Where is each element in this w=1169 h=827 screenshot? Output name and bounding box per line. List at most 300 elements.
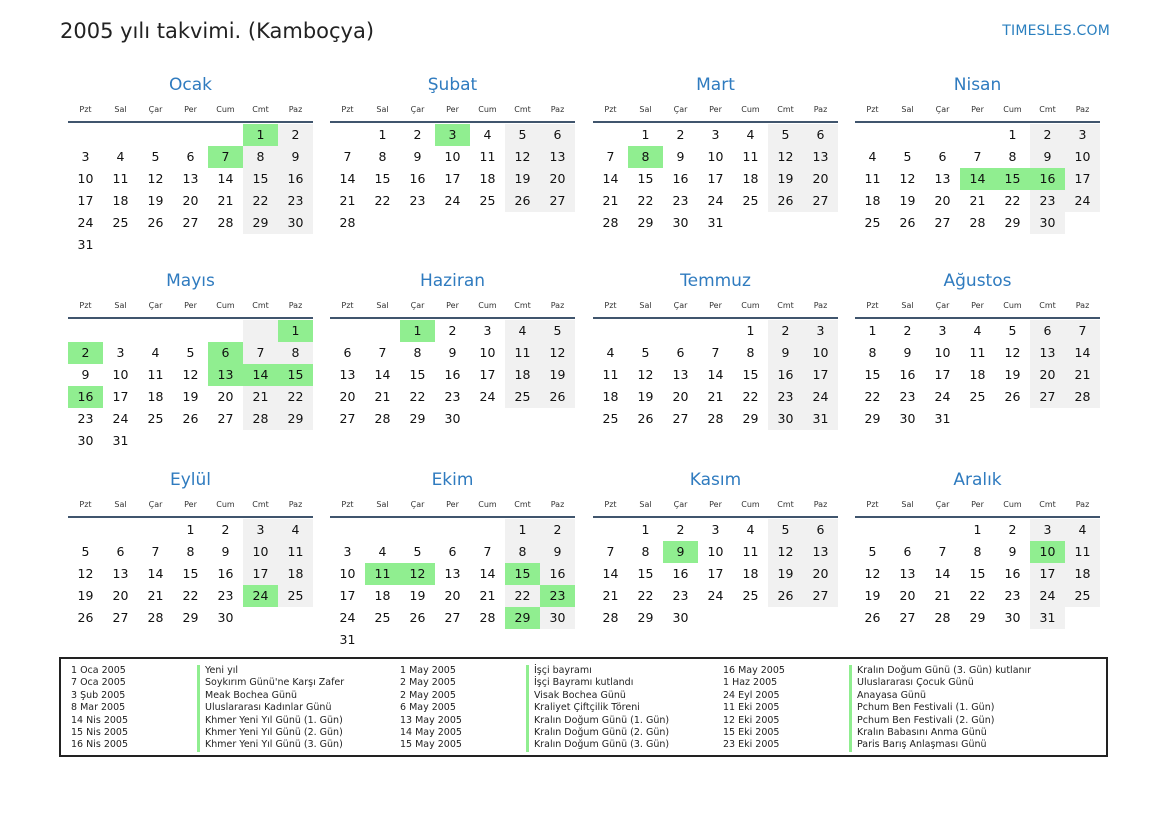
day-cell: 22 — [278, 386, 313, 408]
weekday-label: Paz — [288, 105, 303, 114]
day-cell: 2 — [768, 320, 803, 342]
day-cell: 29 — [409, 411, 426, 426]
day-cell: 13 — [182, 171, 199, 186]
empty-cell — [960, 124, 995, 146]
day-cell: 13 — [1030, 342, 1065, 364]
day-cell: 28 — [969, 215, 986, 230]
day-cell: 1 — [746, 323, 755, 338]
weekday-label: Per — [446, 301, 459, 310]
day-cell: 20 — [217, 389, 234, 404]
day-cell: 30 — [672, 610, 689, 625]
day-cell: 31 — [934, 411, 951, 426]
day-cell: 12 — [505, 146, 540, 168]
holiday-date: 8 Mar 2005 — [71, 702, 126, 714]
day-cell: 17 — [444, 171, 461, 186]
day-cell: 16 — [217, 566, 234, 581]
holiday-name: Khmer Yeni Yıl Günü (2. Gün) — [197, 727, 343, 739]
holiday-day-cell: 12 — [400, 563, 435, 585]
weekday-label: Çar — [935, 301, 950, 310]
day-cell: 29 — [243, 212, 278, 234]
day-cell: 1 — [186, 522, 195, 537]
month-block — [855, 70, 1100, 234]
weekday-header — [330, 100, 575, 123]
day-cell: 19 — [182, 389, 199, 404]
month-block — [593, 465, 838, 629]
day-cell: 25 — [374, 610, 391, 625]
empty-cell — [593, 124, 628, 146]
day-cell: 17 — [934, 367, 951, 382]
legend-row — [723, 665, 1031, 677]
holiday-day-cell: 13 — [208, 364, 243, 386]
day-cell: 18 — [479, 171, 496, 186]
holiday-name: Pchum Ben Festivali (2. Gün) — [849, 715, 994, 727]
empty-cell — [68, 124, 103, 146]
site-link[interactable]: TIMESLES.COM — [1002, 23, 1110, 39]
day-cell: 15 — [243, 168, 278, 190]
day-cell: 30 — [1030, 212, 1065, 234]
day-cell: 26 — [637, 411, 654, 426]
day-cell: 26 — [540, 386, 575, 408]
day-cell: 15 — [409, 367, 426, 382]
day-cell: 31 — [112, 433, 129, 448]
holiday-name: Kralın Babasını Anma Günü — [849, 727, 987, 739]
day-cell: 7 — [151, 544, 160, 559]
day-cell: 10 — [77, 171, 94, 186]
month-block — [68, 266, 313, 452]
holiday-date: 13 May 2005 — [400, 714, 462, 726]
holiday-date: 12 Eki 2005 — [723, 714, 780, 726]
weekday-label: Pzt — [866, 105, 879, 114]
day-cell: 11 — [1065, 541, 1100, 563]
holiday-name: Pchum Ben Festivali (1. Gün) — [849, 702, 994, 714]
holiday-date: 3 Şub 2005 — [71, 689, 126, 701]
day-cell: 20 — [182, 193, 199, 208]
day-cell: 18 — [505, 364, 540, 386]
holiday-date: 24 Eyl 2005 — [723, 689, 780, 701]
holiday-day-cell: 23 — [540, 585, 575, 607]
weekday-label: Çar — [148, 105, 163, 114]
holiday-date: 14 May 2005 — [400, 726, 462, 738]
day-cell: 17 — [339, 588, 356, 603]
empty-cell — [890, 519, 925, 541]
weekday-header — [330, 296, 575, 319]
day-cell: 13 — [934, 171, 951, 186]
day-cell: 7 — [343, 149, 352, 164]
weekday-header — [855, 495, 1100, 518]
empty-cell — [103, 519, 138, 541]
day-cell: 21 — [479, 588, 496, 603]
weekday-label: Paz — [1075, 500, 1090, 509]
day-cell: 18 — [112, 193, 129, 208]
day-cell: 27 — [339, 411, 356, 426]
day-cell: 26 — [409, 610, 426, 625]
day-cell: 8 — [641, 544, 650, 559]
weekday-label: Cum — [478, 301, 497, 310]
day-cell: 6 — [903, 544, 912, 559]
day-cell: 2 — [413, 127, 422, 142]
day-cell: 13 — [444, 566, 461, 581]
day-cell: 25 — [969, 389, 986, 404]
day-cell: 21 — [1065, 364, 1100, 386]
day-cell: 9 — [768, 342, 803, 364]
empty-cell — [593, 320, 628, 342]
day-cell: 9 — [221, 544, 230, 559]
day-cell: 5 — [768, 519, 803, 541]
weekday-label: Cmt — [777, 105, 794, 114]
day-cell: 5 — [868, 544, 877, 559]
day-cell: 24 — [803, 386, 838, 408]
weekday-label: Per — [446, 500, 459, 509]
day-cell: 5 — [505, 124, 540, 146]
weekday-label: Çar — [935, 105, 950, 114]
day-cell: 30 — [217, 610, 234, 625]
day-cell: 20 — [1030, 364, 1065, 386]
day-cell: 6 — [116, 544, 125, 559]
day-cell: 17 — [1030, 563, 1065, 585]
day-cell: 14 — [1065, 342, 1100, 364]
day-cell: 3 — [711, 522, 720, 537]
day-cell: 7 — [711, 345, 720, 360]
day-cell: 13 — [112, 566, 129, 581]
month-name: Ocak — [169, 75, 212, 95]
empty-cell — [855, 519, 890, 541]
weekday-label: Sal — [376, 105, 389, 114]
legend-row — [400, 739, 669, 751]
day-cell: 23 — [672, 193, 689, 208]
weekday-label: Cum — [741, 105, 760, 114]
day-cell: 22 — [864, 389, 881, 404]
day-cell: 18 — [278, 563, 313, 585]
holiday-day-cell: 11 — [365, 563, 400, 585]
day-cell: 17 — [707, 171, 724, 186]
legend-row — [400, 715, 669, 727]
day-cell: 6 — [448, 544, 457, 559]
day-cell: 30 — [768, 408, 803, 430]
empty-cell — [663, 320, 698, 342]
day-grid — [330, 319, 575, 430]
day-cell: 20 — [540, 168, 575, 190]
day-cell: 29 — [637, 610, 654, 625]
day-cell: 30 — [444, 411, 461, 426]
day-cell: 12 — [182, 367, 199, 382]
weekday-label: Sal — [901, 105, 914, 114]
legend-row — [71, 727, 344, 739]
weekday-label: Cmt — [1039, 500, 1056, 509]
empty-cell — [400, 519, 435, 541]
day-cell: 6 — [1030, 320, 1065, 342]
day-cell: 2 — [540, 519, 575, 541]
weekday-label: Çar — [935, 500, 950, 509]
day-cell: 5 — [413, 544, 422, 559]
day-cell: 11 — [112, 171, 129, 186]
day-cell: 8 — [1008, 149, 1017, 164]
day-cell: 14 — [217, 171, 234, 186]
day-cell: 14 — [479, 566, 496, 581]
day-cell: 7 — [973, 149, 982, 164]
day-cell: 3 — [116, 345, 125, 360]
legend-row — [723, 677, 1031, 689]
day-cell: 21 — [217, 193, 234, 208]
page-title: 2005 yılı takvimi. (Kamboçya) — [60, 19, 375, 43]
month-name: Aralık — [953, 470, 1002, 490]
day-cell: 5 — [768, 124, 803, 146]
day-cell: 26 — [77, 610, 94, 625]
day-cell: 12 — [768, 146, 803, 168]
day-cell: 15 — [637, 566, 654, 581]
day-cell: 27 — [1030, 386, 1065, 408]
holiday-date: 15 Eki 2005 — [723, 726, 780, 738]
day-cell: 14 — [602, 171, 619, 186]
day-cell: 8 — [413, 345, 422, 360]
day-cell: 4 — [278, 519, 313, 541]
day-grid — [330, 518, 575, 651]
weekday-label: Cum — [1003, 105, 1022, 114]
month-block — [330, 465, 575, 651]
legend-row — [71, 677, 344, 689]
day-cell: 22 — [374, 193, 391, 208]
day-cell: 20 — [803, 168, 838, 190]
day-cell: 11 — [479, 149, 496, 164]
day-cell: 16 — [768, 364, 803, 386]
day-cell: 25 — [147, 411, 164, 426]
day-cell: 24 — [479, 389, 496, 404]
empty-cell — [208, 320, 243, 342]
day-cell: 18 — [864, 193, 881, 208]
day-cell: 31 — [803, 408, 838, 430]
weekday-label: Çar — [410, 301, 425, 310]
weekday-label: Sal — [639, 301, 652, 310]
weekday-label: Çar — [148, 500, 163, 509]
weekday-label: Pzt — [79, 500, 92, 509]
empty-cell — [855, 124, 890, 146]
holiday-name: Uluslararası Çocuk Günü — [849, 677, 974, 689]
day-cell: 19 — [147, 193, 164, 208]
day-cell: 16 — [1004, 566, 1021, 581]
day-cell: 19 — [540, 364, 575, 386]
day-cell: 22 — [969, 588, 986, 603]
weekday-header — [330, 495, 575, 518]
weekday-label: Paz — [550, 500, 565, 509]
day-cell: 26 — [182, 411, 199, 426]
holiday-date: 6 May 2005 — [400, 702, 456, 714]
day-cell: 20 — [444, 588, 461, 603]
holiday-day-cell: 1 — [278, 320, 313, 342]
day-grid — [593, 123, 838, 234]
day-cell: 4 — [973, 323, 982, 338]
holiday-date: 11 Eki 2005 — [723, 702, 780, 714]
day-cell: 31 — [77, 237, 94, 252]
day-cell: 9 — [413, 149, 422, 164]
holiday-name: İşçi bayramı — [526, 665, 592, 677]
day-cell: 28 — [479, 610, 496, 625]
legend-row — [723, 739, 1031, 751]
day-cell: 28 — [707, 411, 724, 426]
day-cell: 23 — [77, 411, 94, 426]
weekday-header — [593, 100, 838, 123]
holiday-name: Kralın Doğum Günü (3. Gün) kutlanır — [849, 665, 1031, 677]
empty-cell — [173, 320, 208, 342]
day-cell: 1 — [505, 519, 540, 541]
day-cell: 11 — [147, 367, 164, 382]
day-grid — [68, 518, 313, 629]
empty-cell — [435, 519, 470, 541]
weekday-label: Cmt — [1039, 105, 1056, 114]
legend-row — [400, 677, 669, 689]
day-cell: 11 — [864, 171, 881, 186]
legend-row — [723, 715, 1031, 727]
day-cell: 9 — [278, 146, 313, 168]
day-cell: 30 — [540, 607, 575, 629]
empty-cell — [173, 124, 208, 146]
day-cell: 18 — [969, 367, 986, 382]
day-cell: 7 — [938, 544, 947, 559]
holiday-name: Kralın Doğum Günü (3. Gün) — [526, 739, 669, 751]
day-cell: 24 — [934, 389, 951, 404]
day-cell: 6 — [803, 519, 838, 541]
legend-row — [723, 727, 1031, 739]
day-cell: 5 — [81, 544, 90, 559]
holiday-name: Yeni yıl — [197, 665, 238, 677]
weekday-label: Çar — [673, 105, 688, 114]
day-cell: 10 — [1065, 146, 1100, 168]
day-cell: 20 — [112, 588, 129, 603]
holiday-name: Kraliyet Çiftçilik Töreni — [526, 702, 640, 714]
day-cell: 24 — [339, 610, 356, 625]
day-cell: 20 — [803, 563, 838, 585]
legend-column — [723, 665, 1031, 752]
day-cell: 28 — [602, 215, 619, 230]
holiday-day-cell: 16 — [68, 386, 103, 408]
day-cell: 5 — [1008, 323, 1017, 338]
day-cell: 8 — [746, 345, 755, 360]
holiday-day-cell: 2 — [68, 342, 103, 364]
day-cell: 14 — [374, 367, 391, 382]
legend-row — [71, 702, 344, 714]
day-cell: 16 — [444, 367, 461, 382]
holiday-name: Khmer Yeni Yıl Günü (1. Gün) — [197, 715, 343, 727]
weekday-label: Sal — [114, 105, 127, 114]
weekday-label: Cum — [216, 105, 235, 114]
day-cell: 9 — [540, 541, 575, 563]
day-cell: 5 — [641, 345, 650, 360]
empty-cell — [208, 124, 243, 146]
day-cell: 16 — [899, 367, 916, 382]
day-cell: 18 — [1065, 563, 1100, 585]
day-cell: 7 — [243, 342, 278, 364]
weekday-label: Cum — [216, 500, 235, 509]
day-cell: 10 — [707, 544, 724, 559]
empty-cell — [365, 519, 400, 541]
day-cell: 4 — [746, 522, 755, 537]
day-cell: 28 — [934, 610, 951, 625]
empty-cell — [330, 124, 365, 146]
weekday-header — [68, 296, 313, 319]
day-cell: 24 — [112, 411, 129, 426]
day-cell: 16 — [278, 168, 313, 190]
day-cell: 10 — [803, 342, 838, 364]
day-cell: 17 — [803, 364, 838, 386]
day-cell: 1 — [641, 522, 650, 537]
day-cell: 20 — [934, 193, 951, 208]
day-cell: 14 — [147, 566, 164, 581]
day-cell: 23 — [1030, 190, 1065, 212]
empty-cell — [68, 519, 103, 541]
day-cell: 10 — [444, 149, 461, 164]
day-cell: 23 — [217, 588, 234, 603]
empty-cell — [138, 519, 173, 541]
day-cell: 31 — [1030, 607, 1065, 629]
day-cell: 25 — [505, 386, 540, 408]
day-cell: 13 — [540, 146, 575, 168]
holiday-day-cell: 15 — [278, 364, 313, 386]
day-cell: 23 — [444, 389, 461, 404]
day-cell: 27 — [182, 215, 199, 230]
day-grid — [330, 123, 575, 234]
day-cell: 9 — [448, 345, 457, 360]
weekday-label: Pzt — [604, 301, 617, 310]
weekday-header — [593, 296, 838, 319]
day-cell: 15 — [374, 171, 391, 186]
holiday-name: Soykırım Günü'ne Karşı Zafer — [197, 677, 344, 689]
day-cell: 17 — [479, 367, 496, 382]
day-cell: 27 — [112, 610, 129, 625]
holiday-day-cell: 24 — [243, 585, 278, 607]
day-cell: 13 — [339, 367, 356, 382]
day-cell: 15 — [637, 171, 654, 186]
legend-row — [400, 690, 669, 702]
day-cell: 2 — [1008, 522, 1017, 537]
weekday-label: Paz — [288, 500, 303, 509]
weekday-label: Pzt — [866, 301, 879, 310]
day-cell: 22 — [637, 588, 654, 603]
day-cell: 8 — [973, 544, 982, 559]
day-cell: 17 — [112, 389, 129, 404]
day-cell: 22 — [1004, 193, 1021, 208]
day-cell: 11 — [969, 345, 986, 360]
month-name: Nisan — [953, 75, 1002, 95]
weekday-label: Cum — [478, 500, 497, 509]
day-cell: 10 — [479, 345, 496, 360]
weekday-label: Cmt — [514, 500, 531, 509]
month-block — [593, 70, 838, 234]
weekday-label: Cum — [1003, 301, 1022, 310]
empty-cell — [103, 124, 138, 146]
holiday-date: 1 May 2005 — [400, 665, 456, 676]
month-block — [855, 465, 1100, 629]
weekday-label: Per — [709, 500, 722, 509]
day-grid — [68, 123, 313, 256]
day-grid — [855, 518, 1100, 629]
day-cell: 1 — [641, 127, 650, 142]
holiday-day-cell: 15 — [505, 563, 540, 585]
weekday-label: Paz — [550, 301, 565, 310]
empty-cell — [330, 519, 365, 541]
day-cell: 18 — [602, 389, 619, 404]
legend-column — [71, 665, 344, 752]
day-cell: 12 — [899, 171, 916, 186]
day-cell: 6 — [540, 124, 575, 146]
legend-row — [71, 690, 344, 702]
day-cell: 3 — [343, 544, 352, 559]
day-cell: 7 — [378, 345, 387, 360]
weekday-label: Sal — [639, 105, 652, 114]
day-cell: 25 — [112, 215, 129, 230]
weekday-header — [855, 100, 1100, 123]
day-cell: 4 — [483, 127, 492, 142]
holiday-legend — [59, 657, 1108, 757]
day-cell: 24 — [1030, 585, 1065, 607]
day-cell: 8 — [186, 544, 195, 559]
